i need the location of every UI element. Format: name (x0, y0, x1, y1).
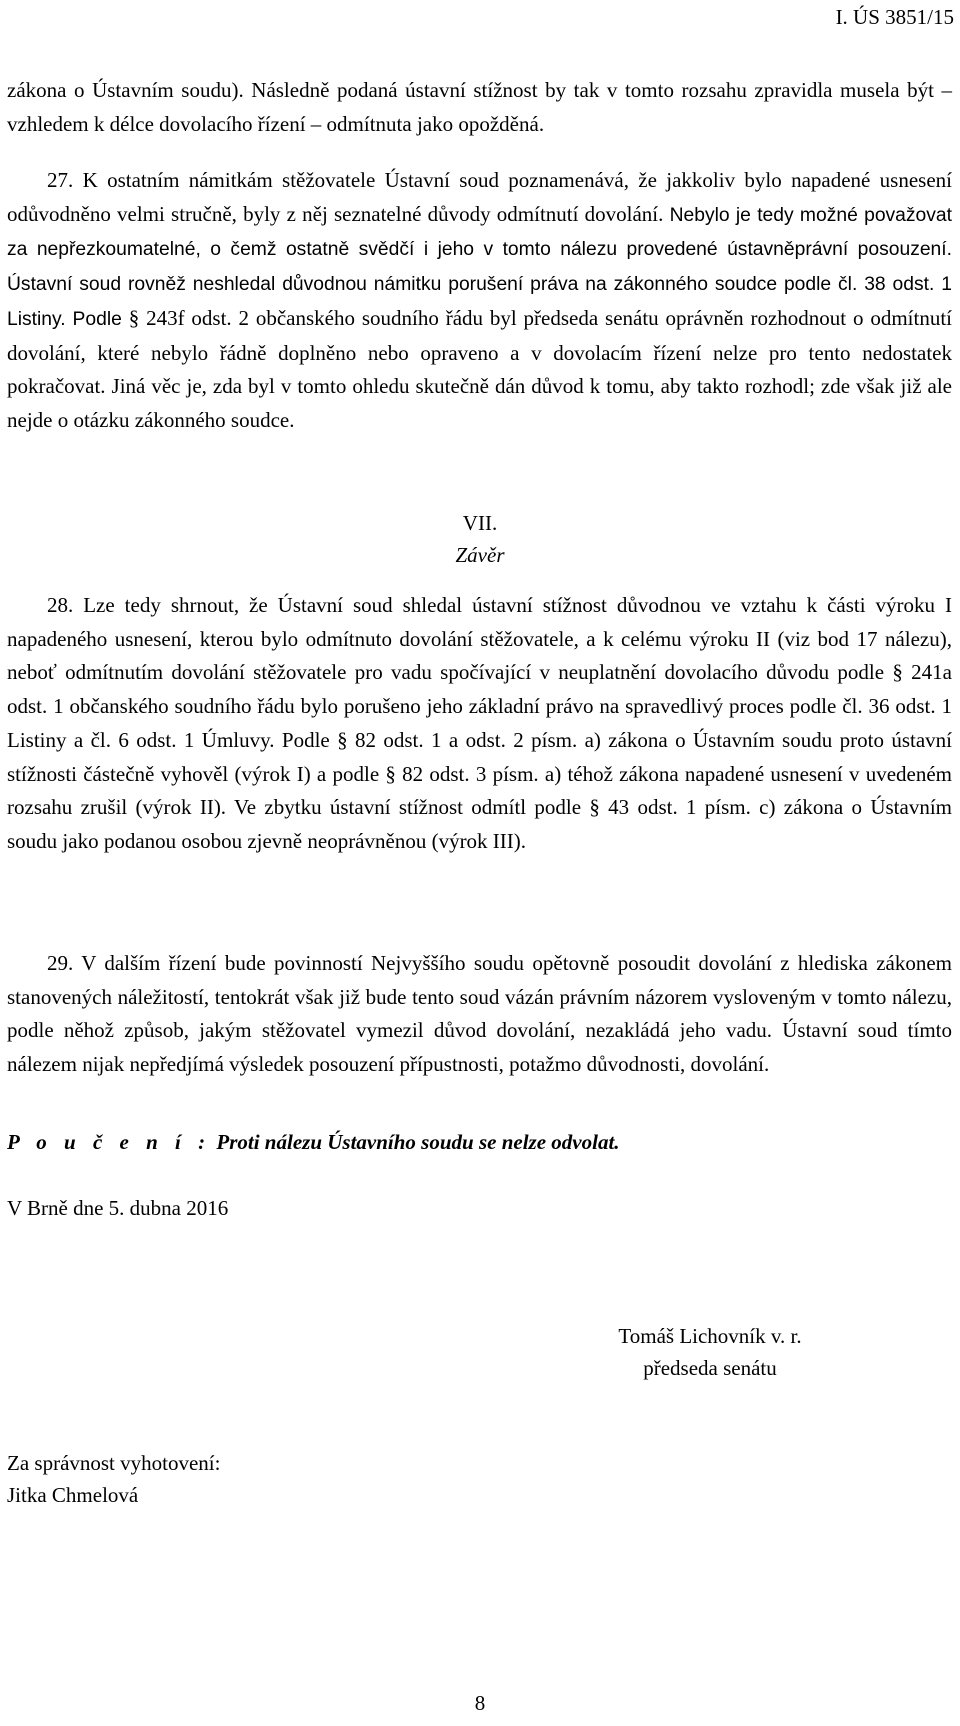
paragraph-27-part-c: § 243f odst. 2 občanského soudního řádu byl předseda senátu oprávněn rozhodnout o odmítnutí dovolání, které nebylo řádně doplněno nebo opraveno a v dovolacím řízení nelze pro tento nedostatek pokračovat. (7, 305, 953, 399)
paragraph-number: 28. (47, 593, 74, 617)
date-line: V Brně dne 5. dubna 2016 (7, 1196, 229, 1220)
paragraph-continuation: zákona o Ústavním soudu). Následně podaná ústavní stížnost by tak v tomto rozsahu zpravidla musela být – vzhledem k délce dovolacího řízení – odmítnuta jako opožděná. (7, 78, 952, 136)
page-number: 8 (474, 1691, 486, 1715)
paragraph-27-part-d: Jiná věc je, zda byl v tomto ohledu skutečně dán důvod k tomu, aby takto rozhodl; zde však již ale nejde o otázku zákonného soudce. (7, 374, 952, 432)
paragraph-28-text: Lze tedy shrnout, že Ústavní soud shledal ústavní stížnost důvodnou ve vztahu k části výroku I napadeného usnesení, kterou bylo odmítnuto dovolání stěžovatele, a k celému výroku II (viz bod 17 nálezu), neboť odmítnutím dovolání stěžovatele pro vadu spočívající v neuplatnění dovolacího důvodu podle § 241a odst. 1 občanského soudního řádu bylo porušeno jeho základní právo na spravedlivý proces podle čl. 36 odst. 1 Listiny a čl. 6 odst. 1 Úmluvy. Podle § 82 odst. 1 a odst. 2 písm. a) zákona o Ústavním soudu proto ústavní stížnosti částečně vyhověl (výrok I) a podle § 82 odst. 3 písm. a) téhož zákona napadené usnesení v uvedeném rozsahu zrušil (výrok II). Ve zbytku ústavní stížnost odmítl podle § 43 odst. 1 písm. c) zákona o Ústavním soudu jako podanou osobou zjevně neoprávněnou (výrok III). (7, 593, 952, 853)
section-title: Závěr (455, 543, 505, 567)
copy-certification-label: Za správnost vyhotovení: (7, 1451, 221, 1475)
paragraph-28 (7, 589, 952, 859)
signatory-name: Tomáš Lichovník v. r. (618, 1324, 802, 1348)
paragraph-number: 27. (47, 168, 74, 192)
signature-block (600, 1320, 820, 1384)
copy-certification (7, 1447, 220, 1511)
paragraph-27 (7, 164, 952, 438)
appeal-notice-text: Proti nálezu Ústavního soudu se nelze odvolat. (216, 1130, 620, 1154)
appeal-notice-label: P o u č e n í : (7, 1130, 212, 1154)
paragraph-27-part-b: Nebylo je tedy možné považovat za nepřezkoumatelné, o čemž ostatně svědčí i jeho v tomto nálezu provedené ústavněprávní posouzení. Ústavní soud rovněž neshledal důvodnou námitku porušení práva na zákonného soudce podle čl. 38 odst. 1 Listiny. Podle (7, 204, 952, 330)
signatory-role: předseda senátu (643, 1356, 777, 1380)
paragraph-29 (7, 947, 952, 1082)
appeal-notice (7, 1127, 620, 1157)
copy-certification-name: Jitka Chmelová (7, 1483, 139, 1507)
paragraph-29-text: V dalším řízení bude povinností Nejvyššího soudu opětovně posoudit dovolání z hlediska zákonem stanovených náležitostí, tentokrát však již bude tento soud vázán právním názorem vysloveným v tomto nálezu, podle něhož způsob, jakým stěžovatel vymezil důvod dovolání, nezakládá jeho vadu. Ústavní soud tímto nálezem nijak nepředjímá výsledek posouzení přípustnosti, potažmo důvodnosti, dovolání. (7, 951, 952, 1077)
section-number: VII. (462, 511, 498, 535)
paragraph-number: 29. (47, 951, 74, 975)
paragraph-27-part-a: K ostatním námitkám stěžovatele Ústavní soud poznamenává, že jakkoliv bylo napadené usnesení odůvodněno velmi stručně, byly z něj seznatelné důvody odmítnutí dovolání. (7, 168, 952, 226)
case-number-header: I. ÚS 3851/15 (835, 5, 954, 29)
